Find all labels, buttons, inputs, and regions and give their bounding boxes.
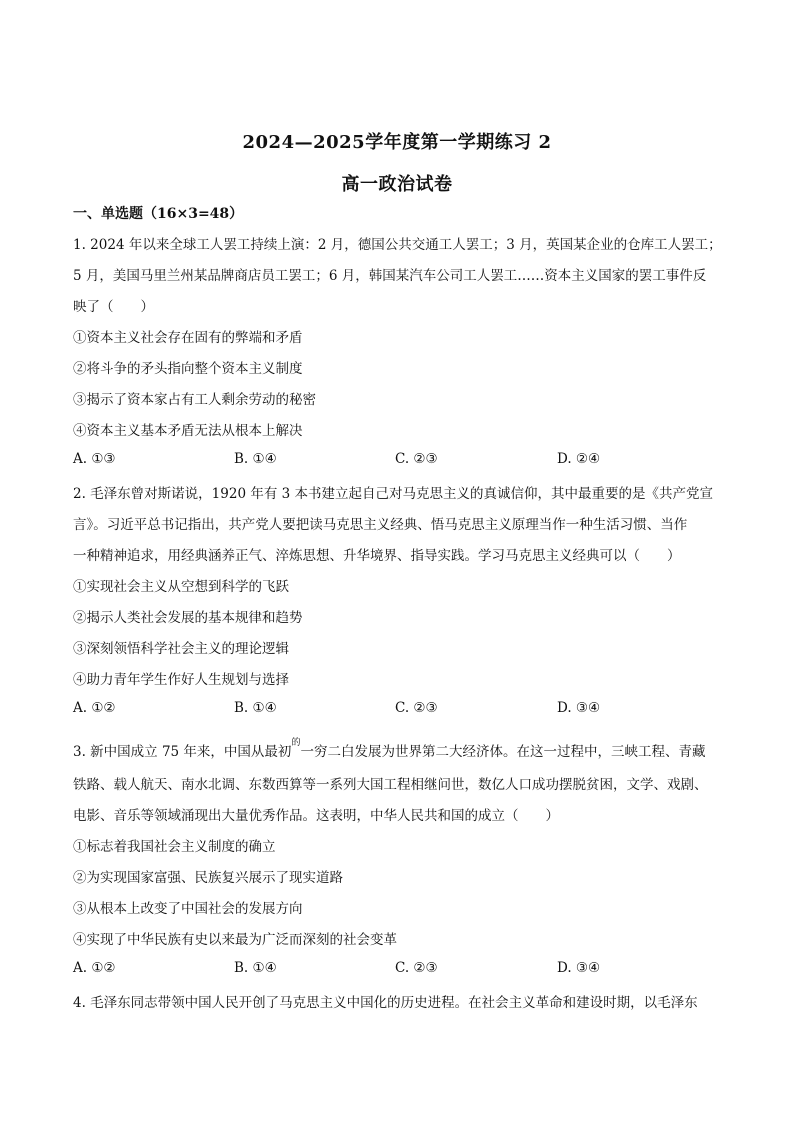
option-statement: ②为实现国家富强、民族复兴展示了现实道路: [73, 870, 343, 886]
choice-b[interactable]: B. ①④: [234, 451, 277, 467]
question-text-line: 2. 毛泽东曾对斯诺说，1920 年有 3 本书建立起自己对马克思主义的真诚信仰，其中最重要的是《共产党宣: [73, 486, 713, 502]
choice-c[interactable]: C. ②③: [395, 451, 438, 467]
question-text-line: 4. 毛泽东同志带领中国人民开创了马克思主义中国化的历史进程。在社会主义革命和建设时期，以毛泽东: [73, 995, 698, 1011]
question-text-line: 一种精神追求，用经典涵养正气、淬炼思想、升华境界、指导实践。学习马克思主义经典可以（ ）: [73, 548, 681, 564]
question-text-line: [73, 737, 723, 760]
choice-c[interactable]: C. ②③: [395, 700, 438, 716]
option-statement: ③从根本上改变了中国社会的发展方向: [73, 901, 303, 917]
question-text-line: 5 月，美国马里兰州某品牌商店员工罢工；6 月，韩国某汽车公司工人罢工……资本主义国家的罢工事件反: [73, 268, 707, 284]
choice-c[interactable]: C. ②③: [395, 960, 438, 976]
question-text-line: 电影、音乐等领域涌现出大量优秀作品。这表明，中华人民共和国的成立（ ）: [73, 808, 559, 824]
option-statement: ①实现社会主义从空想到科学的飞跃: [73, 579, 289, 595]
option-statement: ③揭示了资本家占有工人剩余劳动的秘密: [73, 392, 316, 408]
option-statement: ④资本主义基本矛盾无法从根本上解决: [73, 423, 303, 439]
question-text-part: 一穷二白发展为世界第二大经济体。在这一过程中，三峡工程、青藏: [300, 744, 706, 760]
choice-a[interactable]: A. ①②: [73, 700, 116, 716]
choice-b[interactable]: B. ①④: [234, 700, 277, 716]
choice-b[interactable]: B. ①④: [234, 960, 277, 976]
option-statement: ④实现了中华民族有史以来最为广泛而深刻的社会变革: [73, 932, 397, 948]
question-text-line: 言》。习近平总书记指出，共产党人要把读马克思主义经典、悟马克思主义原理当作一种生活习惯、当作: [73, 517, 688, 533]
option-statement: ②将斗争的矛头指向整个资本主义制度: [73, 361, 303, 377]
choice-d[interactable]: D. ③④: [557, 700, 601, 716]
choice-a[interactable]: A. ①③: [73, 451, 116, 467]
question-text-line: 1. 2024 年以来全球工人罢工持续上演：2 月，德国公共交通工人罢工；3 月，英国某企业的仓库工人罢工；: [73, 237, 722, 253]
choice-d[interactable]: D. ③④: [557, 960, 601, 976]
option-statement: ④助力青年学生作好人生规划与选择: [73, 672, 289, 688]
question-text-line: 铁路、载人航天、南水北调、东数西算等一系列大国工程相继问世，数亿人口成功摆脱贫困，文学、戏剧、: [73, 777, 708, 793]
option-statement: ②揭示人类社会发展的基本规律和趋势: [73, 610, 303, 626]
choice-a[interactable]: A. ①②: [73, 960, 116, 976]
question-text-part: 3. 新中国成立 75 年来，中国从最初: [73, 744, 292, 760]
section-heading: 一、单选题（16×3=48）: [73, 206, 244, 222]
option-statement: ①资本主义社会存在固有的弊端和矛盾: [73, 330, 303, 346]
option-statement: ③深刻领悟科学社会主义的理论逻辑: [73, 641, 289, 657]
option-statement: ①标志着我国社会主义制度的确立: [73, 839, 276, 855]
page-title: 2024—2025学年度第一学期练习 2: [242, 132, 552, 153]
page-subtitle: 高一政治试卷: [341, 174, 453, 195]
question-text-line: 映了（ ）: [73, 299, 154, 315]
choice-d[interactable]: D. ②④: [557, 451, 601, 467]
superscript-mark: 的: [291, 737, 301, 748]
